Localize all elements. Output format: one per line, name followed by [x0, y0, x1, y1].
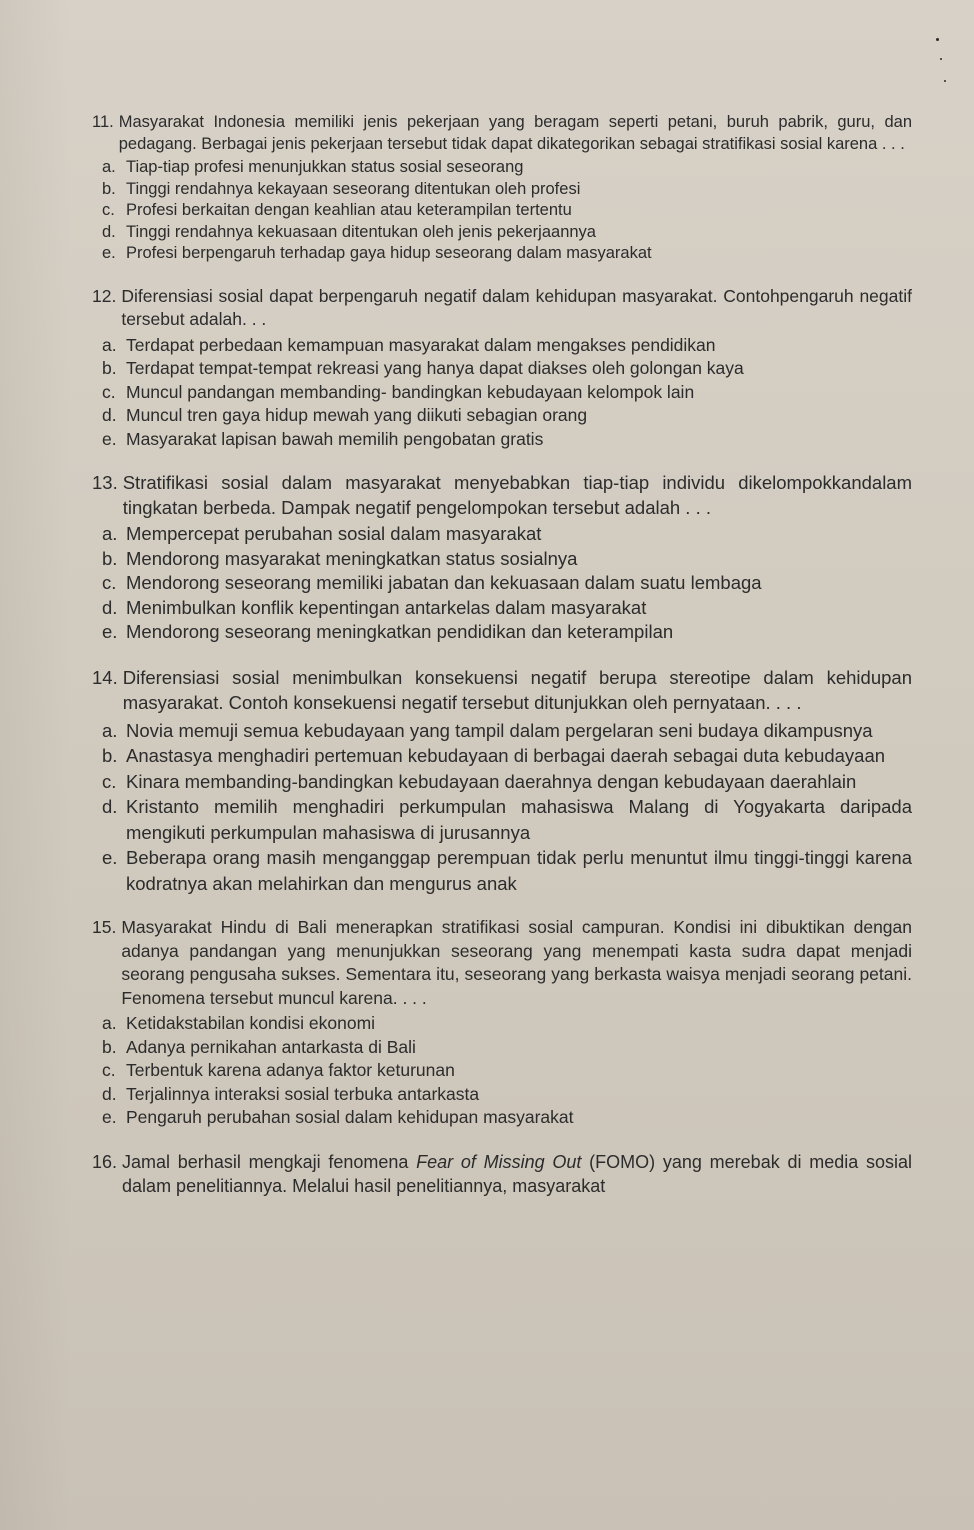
- option-text: Profesi berkaitan dengan keahlian atau keterampilan tertentu: [126, 201, 572, 219]
- option-text: Terdapat tempat-tempat rekreasi yang hanya dapat diakses oleh golongan kaya: [126, 358, 744, 378]
- option-letter: e.: [102, 847, 118, 868]
- option-b: [102, 1036, 912, 1060]
- question-list: [92, 112, 912, 1218]
- option-letter: c.: [102, 201, 115, 219]
- option-text: Terjalinnya interaksi sosial terbuka antarkasta: [126, 1083, 480, 1104]
- question-number: 14.: [92, 666, 118, 688]
- question-14: [92, 665, 912, 897]
- option-e: [102, 428, 912, 452]
- option-text: Novia memuji semua kebudayaan yang tampil dalam pergelaran seni budaya dikampusnya: [126, 719, 873, 741]
- option-text: Tinggi rendahnya kekayaan seseorang ditentukan oleh profesi: [126, 179, 581, 198]
- option-a: [102, 718, 912, 744]
- option-letter: e.: [102, 428, 117, 449]
- option-letter: a.: [102, 719, 118, 741]
- option-b: [102, 179, 912, 201]
- ink-speck: [944, 80, 946, 82]
- ink-speck: [940, 58, 942, 60]
- option-a: [102, 522, 912, 547]
- question-text-italic: Fear of Missing Out: [416, 1151, 582, 1172]
- option-a: [102, 1012, 912, 1036]
- question-text: Masyarakat Indonesia memiliki jenis pekerjaan yang beragam seperti petani, buruh pabrik, guru, dan pedagang. Berbagai jenis pekerjaan tersebut tidak dapat dikategorikan sebagai stratifikasi sosial karena . . .: [118, 113, 912, 153]
- option-text: Adanya pernikahan antarkasta di Bali: [126, 1036, 416, 1057]
- question-number: 13.: [92, 472, 118, 493]
- option-text: Anastasya menghadiri pertemuan kebudayaan di berbagai daerah sebagai duta kebudayaan: [126, 745, 886, 766]
- option-d: [102, 1083, 912, 1107]
- option-text: Profesi berpengaruh terhadap gaya hidup seseorang dalam masyarakat: [126, 244, 652, 262]
- question-number: 15.: [92, 917, 117, 937]
- option-list: [102, 718, 912, 897]
- option-d: [102, 596, 912, 621]
- option-e: [102, 1106, 912, 1130]
- option-text: Muncul tren gaya hidup mewah yang diikuti sebagian orang: [126, 405, 588, 425]
- option-c: [102, 1059, 912, 1083]
- question-text-part: (FOMO) yang merebak di media sosial dalam penelitiannya. Melalui hasil penelitiannya, masyarakat: [122, 1151, 912, 1196]
- option-b: [102, 357, 912, 381]
- option-list: [102, 157, 912, 265]
- option-c: [102, 381, 912, 405]
- question-text: Masyarakat Hindu di Bali menerapkan stratifikasi sosial campuran. Kondisi ini dibuktikan dengan adanya pandangan yang menunjukkan seseorang yang menempati kasta sudra dapat menjadi seorang pengusaha sukses. Sementara itu, seseorang yang berkasta waisya menjadi seorang petani. Fenomena tersebut muncul karena. . . .: [121, 917, 912, 1008]
- option-text: Pengaruh perubahan sosial dalam kehidupan masyarakat: [126, 1107, 574, 1127]
- question-text: Diferensiasi sosial dapat berpengaruh negatif dalam kehidupan masyarakat. Contohpengaruh negatif tersebut adalah. . .: [121, 285, 912, 329]
- question-text: Stratifikasi sosial dalam masyarakat menyebabkan tiap-tiap individu dikelompokkandalam tingkatan berbeda. Dampak negatif pengelompokan tersebut adalah . . .: [122, 472, 912, 518]
- option-letter: e.: [102, 621, 118, 642]
- option-letter: a.: [102, 1013, 117, 1033]
- option-letter: d.: [102, 1083, 117, 1104]
- option-letter: b.: [102, 1036, 117, 1057]
- option-letter: e.: [102, 1107, 117, 1127]
- option-c: [102, 571, 912, 596]
- option-text: Beberapa orang masih menganggap perempuan tidak perlu menuntut ilmu tinggi-tinggi karena kodratnya akan melahirkan dan mengurus anak: [126, 847, 912, 894]
- option-letter: d.: [102, 222, 116, 241]
- option-letter: a.: [102, 334, 117, 355]
- option-e: [102, 620, 912, 645]
- option-a: [102, 157, 912, 179]
- option-letter: b.: [102, 358, 117, 378]
- option-text: Kristanto memilih menghadiri perkumpulan mahasiswa Malang di Yogyakarta daripada mengikuti perkumpulan mahasiswa di jurusannya: [126, 796, 912, 843]
- option-text: Terdapat perbedaan kemampuan masyarakat dalam mengakses pendidikan: [126, 334, 716, 355]
- question-12: [92, 285, 912, 452]
- option-text: Mempercepat perubahan sosial dalam masyarakat: [126, 523, 542, 544]
- question-text: [122, 1150, 912, 1198]
- option-text: Muncul pandangan membanding- bandingkan kebudayaan kelompok lain: [126, 381, 695, 402]
- ink-speck: [936, 38, 939, 41]
- option-text: Tiap-tiap profesi menunjukkan status sosial seseorang: [126, 158, 524, 176]
- option-text: Kinara membanding-bandingkan kebudayaan daerahnya dengan kebudayaan daerahlain: [126, 770, 857, 792]
- question-number: 11.: [92, 113, 114, 131]
- option-letter: e.: [102, 244, 116, 262]
- question-15: [92, 916, 912, 1130]
- option-letter: b.: [102, 745, 118, 766]
- option-text: Ketidakstabilan kondisi ekonomi: [126, 1013, 376, 1033]
- option-d: [102, 222, 912, 244]
- option-d: [102, 794, 912, 845]
- option-c: [102, 200, 912, 222]
- option-e: [102, 243, 912, 265]
- option-letter: d.: [102, 796, 118, 817]
- option-letter: d.: [102, 596, 118, 618]
- question-number: 12.: [92, 285, 117, 306]
- option-text: Mendorong seseorang memiliki jabatan dan kekuasaan dalam suatu lembaga: [126, 572, 762, 593]
- option-b: [102, 547, 912, 572]
- option-list: [102, 522, 912, 645]
- option-c: [102, 769, 912, 795]
- page-shadow: [0, 0, 70, 1530]
- question-11: [92, 112, 912, 265]
- option-letter: c.: [102, 381, 116, 402]
- option-letter: d.: [102, 405, 117, 425]
- question-13: [92, 471, 912, 645]
- option-letter: b.: [102, 179, 116, 198]
- option-text: Tinggi rendahnya kekuasaan ditentukan oleh jenis pekerjaannya: [126, 222, 596, 241]
- option-letter: a.: [102, 158, 116, 176]
- option-text: Masyarakat lapisan bawah memilih pengobatan gratis: [126, 428, 544, 449]
- option-list: [102, 334, 912, 452]
- question-text: Diferensiasi sosial menimbulkan konsekuensi negatif berupa stereotipe dalam kehidupan masyarakat. Contoh konsekuensi negatif tersebut ditunjukkan oleh pernyataan. . . .: [122, 666, 912, 713]
- option-text: Mendorong seseorang meningkatkan pendidikan dan keterampilan: [126, 621, 674, 642]
- option-letter: a.: [102, 523, 118, 544]
- option-letter: c.: [102, 1060, 116, 1080]
- option-d: [102, 404, 912, 428]
- option-b: [102, 743, 912, 769]
- option-text: Mendorong masyarakat meningkatkan status sosialnya: [126, 547, 578, 569]
- question-16: [92, 1150, 912, 1198]
- option-text: Menimbulkan konflik kepentingan antarkelas dalam masyarakat: [126, 596, 647, 618]
- option-letter: c.: [102, 770, 117, 792]
- question-text-part: Jamal berhasil mengkaji fenomena: [122, 1151, 417, 1172]
- option-letter: b.: [102, 547, 118, 569]
- option-e: [102, 845, 912, 896]
- option-list: [102, 1012, 912, 1130]
- question-number: 16.: [92, 1151, 118, 1172]
- option-a: [102, 334, 912, 358]
- option-letter: c.: [102, 572, 117, 593]
- option-text: Terbentuk karena adanya faktor keturunan: [126, 1060, 455, 1080]
